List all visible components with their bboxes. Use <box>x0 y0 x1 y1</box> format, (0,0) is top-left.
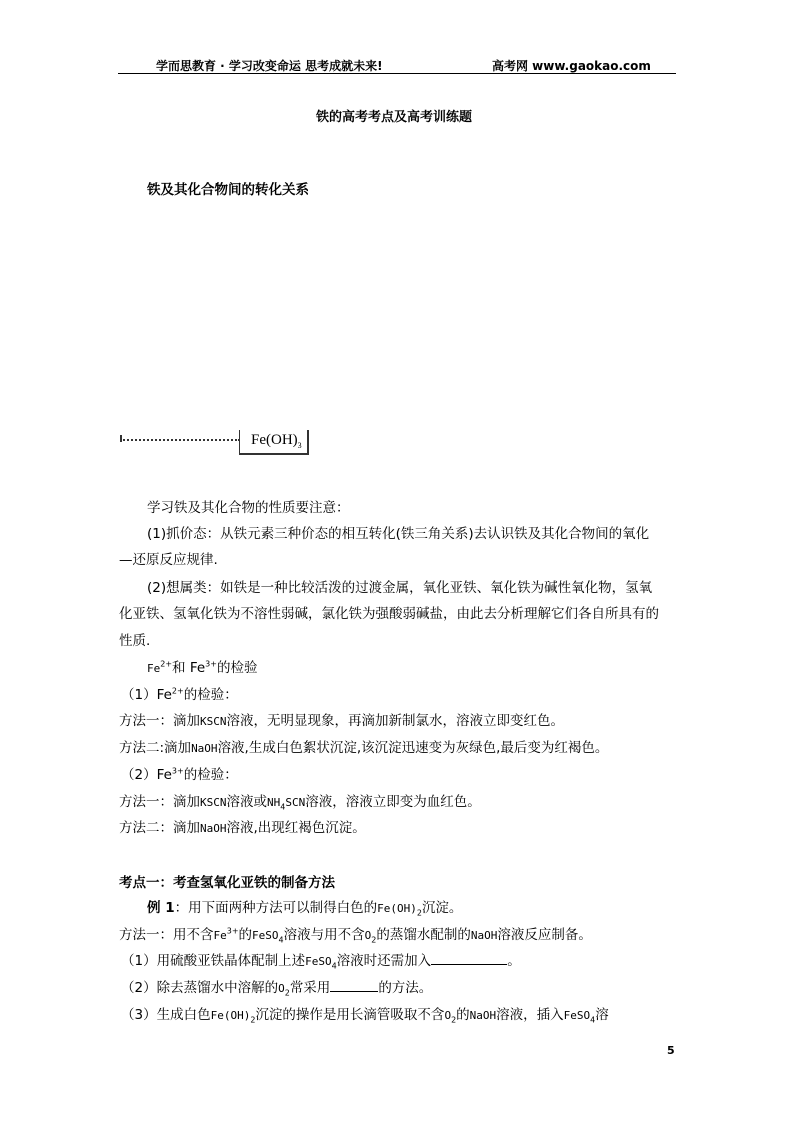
fe2-heading <box>121 685 238 705</box>
example1-label: 例 1 <box>147 900 175 916</box>
fe3-heading-b: 的检验： <box>183 767 238 783</box>
detect-title-a-sup: 2+ <box>160 659 173 669</box>
fe3-method2 <box>119 818 366 839</box>
header-divider <box>118 73 676 74</box>
fe2-method1-b: 溶液，无明显现象，再滴加新制氯水，溶液立即变红色。 <box>226 713 564 729</box>
header-right: 高考网 www.gaokao.com <box>492 59 651 73</box>
q2-o: O <box>278 982 285 995</box>
example1-a: ：用下面两种方法可以制得白色的 <box>174 900 378 916</box>
q2-a: （2）除去蒸馏水中溶解的 <box>121 980 279 996</box>
diagram-feoh3-box <box>239 430 309 455</box>
q3-o: O <box>444 1009 452 1022</box>
example1-method1 <box>119 925 592 946</box>
example1-sub: 2 <box>416 908 422 918</box>
fe3-heading-a: （2）Fe <box>121 767 172 783</box>
m1-e: 溶液反应制备。 <box>497 927 592 943</box>
fe3-heading <box>121 765 238 785</box>
m1-code: FeSO <box>252 929 279 942</box>
fe3-method1-code2: NH <box>267 796 281 809</box>
notes-p2-line3: 性质. <box>119 633 151 649</box>
question3 <box>121 1005 609 1026</box>
detect-title-a: Fe <box>147 662 161 675</box>
fe3-method2-b: 溶液,出现红褐色沉淀。 <box>226 820 366 836</box>
page-number: 5 <box>667 1044 675 1057</box>
question1 <box>121 951 521 972</box>
example1-b: 沉淀。 <box>421 900 463 916</box>
m1-b: 的 <box>238 927 253 943</box>
example1 <box>147 898 462 919</box>
q1-code: FeSO <box>305 955 332 968</box>
q1-a: （1）用硫酸亚铁晶体配制上述 <box>121 953 306 969</box>
q3-d: 溶液，插入 <box>496 1007 564 1023</box>
m1-sub: 4 <box>278 935 284 945</box>
section-title: 铁及其化合物间的转化关系 <box>147 182 309 198</box>
m1-osub: 2 <box>371 935 377 945</box>
fe3-method2-code: NaOH <box>200 822 227 835</box>
m1-a: 方法一：用不含 <box>119 927 214 943</box>
fe2-method2-code: NaOH <box>191 742 218 755</box>
m1-o: O <box>364 929 372 942</box>
notes-p2-line2: 化亚铁、氢氧化铁为不溶性弱碱，氯化铁为强酸弱碱盐，由此去分析理解它们各自所具有的 <box>119 606 659 622</box>
fe2-method1 <box>119 711 564 732</box>
example1-code: Fe(OH) <box>377 902 417 915</box>
q2-b: 常采用 <box>289 980 331 996</box>
fe2-method2-b: 溶液,生成白色絮状沉淀,该沉淀迅速变为灰绿色,最后变为红褐色。 <box>217 740 609 756</box>
fe2-method2 <box>119 738 608 759</box>
fe2-heading-b: 的检验： <box>183 687 238 703</box>
detect-title-c: 的检验 <box>216 660 258 676</box>
kaodian1-title: 考点一：考查氢氧化亚铁的制备方法 <box>119 875 335 891</box>
fe3-method1-sub: 4 <box>280 802 286 812</box>
q3-osub: 2 <box>451 1015 457 1025</box>
q3-a: （3）生成白色 <box>121 1007 211 1023</box>
m1-sup: 3+ <box>226 926 239 936</box>
q3-sub3: 4 <box>590 1015 596 1025</box>
notes-intro: 学习铁及其化合物的性质要注意： <box>147 500 350 516</box>
question2 <box>121 978 432 999</box>
q1-sub: 4 <box>331 961 337 971</box>
header-left: 学而思教育 · 学习改变命运 思考成就未来! <box>156 59 383 73</box>
m1-c: 溶液与用不含 <box>283 927 365 943</box>
q1-answer-blank[interactable] <box>431 952 507 965</box>
fe2-heading-sup: 2+ <box>171 686 184 696</box>
fe3-method1-b: 溶液或 <box>226 794 267 810</box>
fe2-method1-code: KSCN <box>200 715 227 728</box>
fe2-method2-a: 方法二:滴加 <box>119 740 192 756</box>
m1-fe: Fe <box>213 929 227 942</box>
q3-c: 的 <box>456 1007 470 1023</box>
notes-p2-line1: (2)想属类：如铁是一种比较活泼的过渡金属，氧化亚铁、氧化铁为碱性氧化物，氢氧 <box>147 580 653 596</box>
m1-code2: NaOH <box>470 929 498 942</box>
fe2-method1-a: 方法一：滴加 <box>119 713 200 729</box>
m1-d: 的蒸馏水配制的 <box>376 927 471 943</box>
q3-sub: 2 <box>250 1015 256 1025</box>
fe3-heading-sup: 3+ <box>171 766 184 776</box>
q1-b: 溶液时还需加入 <box>336 953 432 969</box>
q2-answer-blank[interactable] <box>330 979 378 992</box>
detect-title <box>147 658 257 679</box>
detect-title-b: 和 Fe <box>172 660 206 676</box>
diagram-feoh3-sub: 3 <box>297 441 302 450</box>
q3-code3: FeSO <box>563 1009 591 1022</box>
q3-b: 沉淀的操作是用长滴管吸取不含 <box>255 1007 445 1023</box>
fe2-heading-a: （1）Fe <box>121 687 172 703</box>
q3-e: 溶 <box>595 1007 609 1023</box>
fe3-method1-code3: SCN <box>285 796 306 809</box>
diagram-feoh3-label: Fe(OH) <box>251 432 298 448</box>
fe3-method1 <box>119 792 481 813</box>
detect-title-b-sup: 3+ <box>205 659 217 669</box>
q2-osub: 2 <box>284 988 290 998</box>
fe3-method1-code: KSCN <box>200 796 227 809</box>
notes-p1-line1: (1)抓价态：从铁元素三种价态的相互转化(铁三角关系)去认识铁及其化合物间的氧化 <box>147 526 650 542</box>
q1-c: 。 <box>507 953 521 969</box>
q2-c: 的方法。 <box>378 980 433 996</box>
notes-p1-line2: —还原反应规律. <box>119 552 218 568</box>
fe3-method2-a: 方法二：滴加 <box>119 820 200 836</box>
diagram-connector <box>120 439 240 441</box>
page-title: 铁的高考考点及高考训练题 <box>316 110 473 125</box>
q3-code2: NaOH <box>469 1009 497 1022</box>
fe3-method1-c: 溶液，溶液立即变为血红色。 <box>305 794 481 810</box>
fe3-method1-a: 方法一：滴加 <box>119 794 200 810</box>
q3-code: Fe(OH) <box>210 1009 251 1022</box>
